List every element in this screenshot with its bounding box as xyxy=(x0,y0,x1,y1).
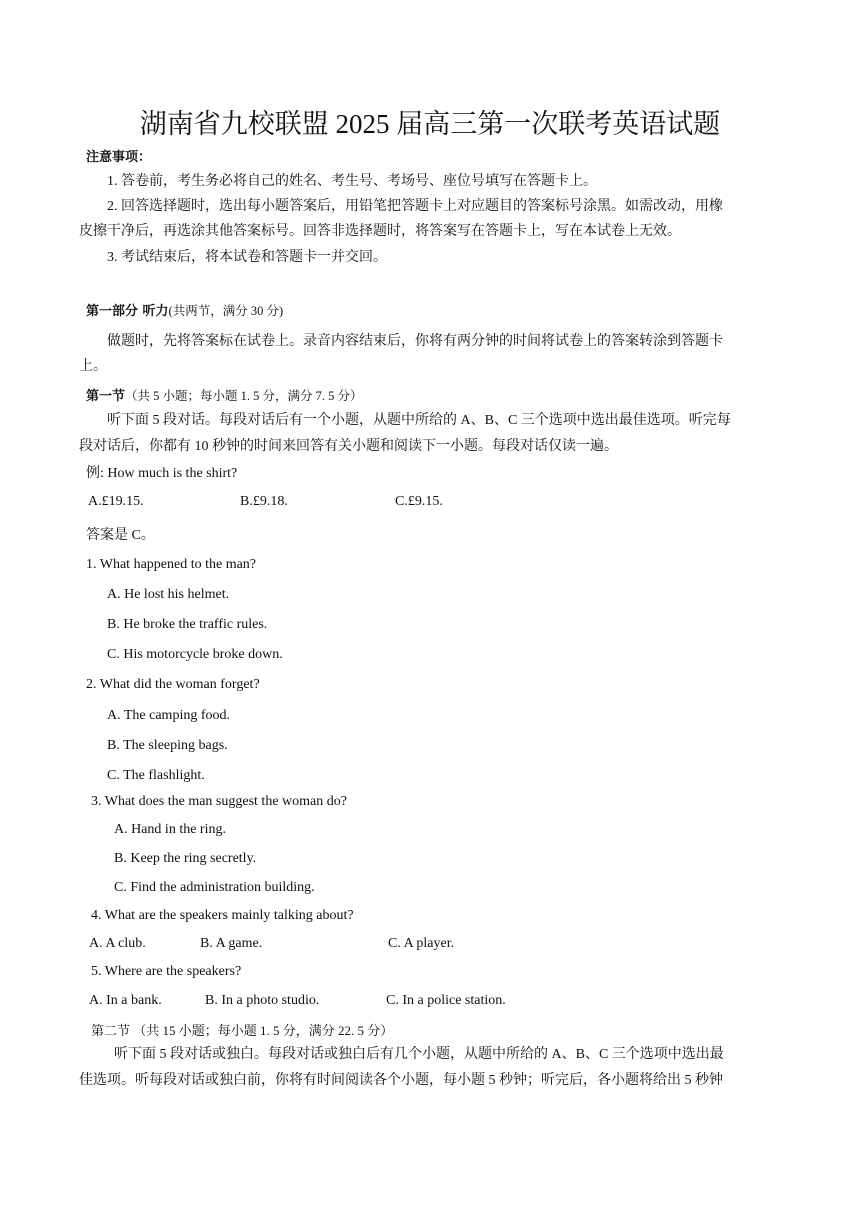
question-1-option-b: B. He broke the traffic rules. xyxy=(107,617,268,632)
question-5-option-b: B. In a photo studio. xyxy=(205,993,320,1008)
section2-heading: 第二节 （共 15 小题；每小题 1. 5 分，满分 22. 5 分） xyxy=(91,1023,394,1038)
section1-heading xyxy=(86,385,363,405)
question-3-option-c: C. Find the administration building. xyxy=(114,880,315,895)
question-5: 5. Where are the speakers? xyxy=(91,964,242,979)
question-3-option-a: A. Hand in the ring. xyxy=(114,822,226,837)
page-title: 湖南省九校联盟 2025 届高三第一次联考英语试题 xyxy=(139,109,721,139)
question-2-option-c: C. The flashlight. xyxy=(107,768,205,783)
question-5-option-c: C. In a police station. xyxy=(386,993,506,1008)
question-4-option-c: C. A player. xyxy=(388,936,455,951)
question-3: 3. What does the man suggest the woman do? xyxy=(91,794,347,809)
question-2-option-b: B. The sleeping bags. xyxy=(107,738,228,753)
part1-heading-bold: 第一部分 听力 xyxy=(86,304,169,319)
question-2: 2. What did the woman forget? xyxy=(86,677,260,692)
notice-item-3: 3. 考试结束后，将本试卷和答题卡一并交回。 xyxy=(107,250,387,265)
question-3-option-b: B. Keep the ring secretly. xyxy=(114,851,257,866)
part1-heading xyxy=(86,300,283,320)
question-4-option-b: B. A game. xyxy=(200,936,263,951)
part1-intro-line2: 上。 xyxy=(79,359,107,374)
notice-item-2-line2: 皮擦干净后，再选涂其他答案标号。回答非选择题时，将答案写在答题卡上，写在本试卷上无效。 xyxy=(79,224,681,239)
notice-item-2-line1: 2. 回答选择题时，选出每小题答案后，用铅笔把答题卡上对应题目的答案标号涂黑。如需改动，用橡 xyxy=(107,199,723,214)
example-answer: 答案是 C。 xyxy=(86,528,155,543)
section2-intro-line2: 佳选项。听每段对话或独白前，你将有时间阅读各个小题，每小题 5 秒钟；听完后，各小题将给出 5 秒钟 xyxy=(79,1073,723,1088)
question-1-option-a: A. He lost his helmet. xyxy=(107,587,230,602)
question-2-option-a: A. The camping food. xyxy=(107,708,230,723)
example-option-a: A.£19.15. xyxy=(88,494,144,509)
example-option-b: B.£9.18. xyxy=(240,494,288,509)
part1-heading-rest: (共两节，满分 30 分) xyxy=(168,304,284,318)
example-option-c: C.£9.15. xyxy=(395,494,443,509)
example-question: 例: How much is the shirt? xyxy=(86,466,238,481)
notice-heading: 注意事项： xyxy=(86,150,152,165)
question-5-option-a: A. In a bank. xyxy=(89,993,162,1008)
section1-intro-line2: 段对话后，你都有 10 秒钟的时间来回答有关小题和阅读下一小题。每段对话仅读一遍。 xyxy=(79,439,618,454)
question-4-option-a: A. A club. xyxy=(89,936,146,951)
notice-item-1: 1. 答卷前，考生务必将自己的姓名、考生号、考场号、座位号填写在答题卡上。 xyxy=(107,174,597,189)
part1-intro-line1: 做题时，先将答案标在试卷上。录音内容结束后，你将有两分钟的时间将试卷上的答案转涂到答题卡 xyxy=(107,334,723,349)
section2-intro-line1: 听下面 5 段对话或独白。每段对话或独白后有几个小题，从题中所给的 A、B、C 三个选项中选出最 xyxy=(114,1047,724,1062)
section1-heading-rest: （共 5 小题；每小题 1. 5 分，满分 7. 5 分） xyxy=(125,389,363,403)
question-4: 4. What are the speakers mainly talking about? xyxy=(91,908,354,923)
section1-intro-line1: 听下面 5 段对话。每段对话后有一个小题，从题中所给的 A、B、C 三个选项中选出最佳选项。听完每 xyxy=(107,413,731,428)
section1-heading-bold: 第一节 xyxy=(86,389,126,404)
question-1: 1. What happened to the man? xyxy=(86,557,257,572)
question-1-option-c: C. His motorcycle broke down. xyxy=(107,647,283,662)
